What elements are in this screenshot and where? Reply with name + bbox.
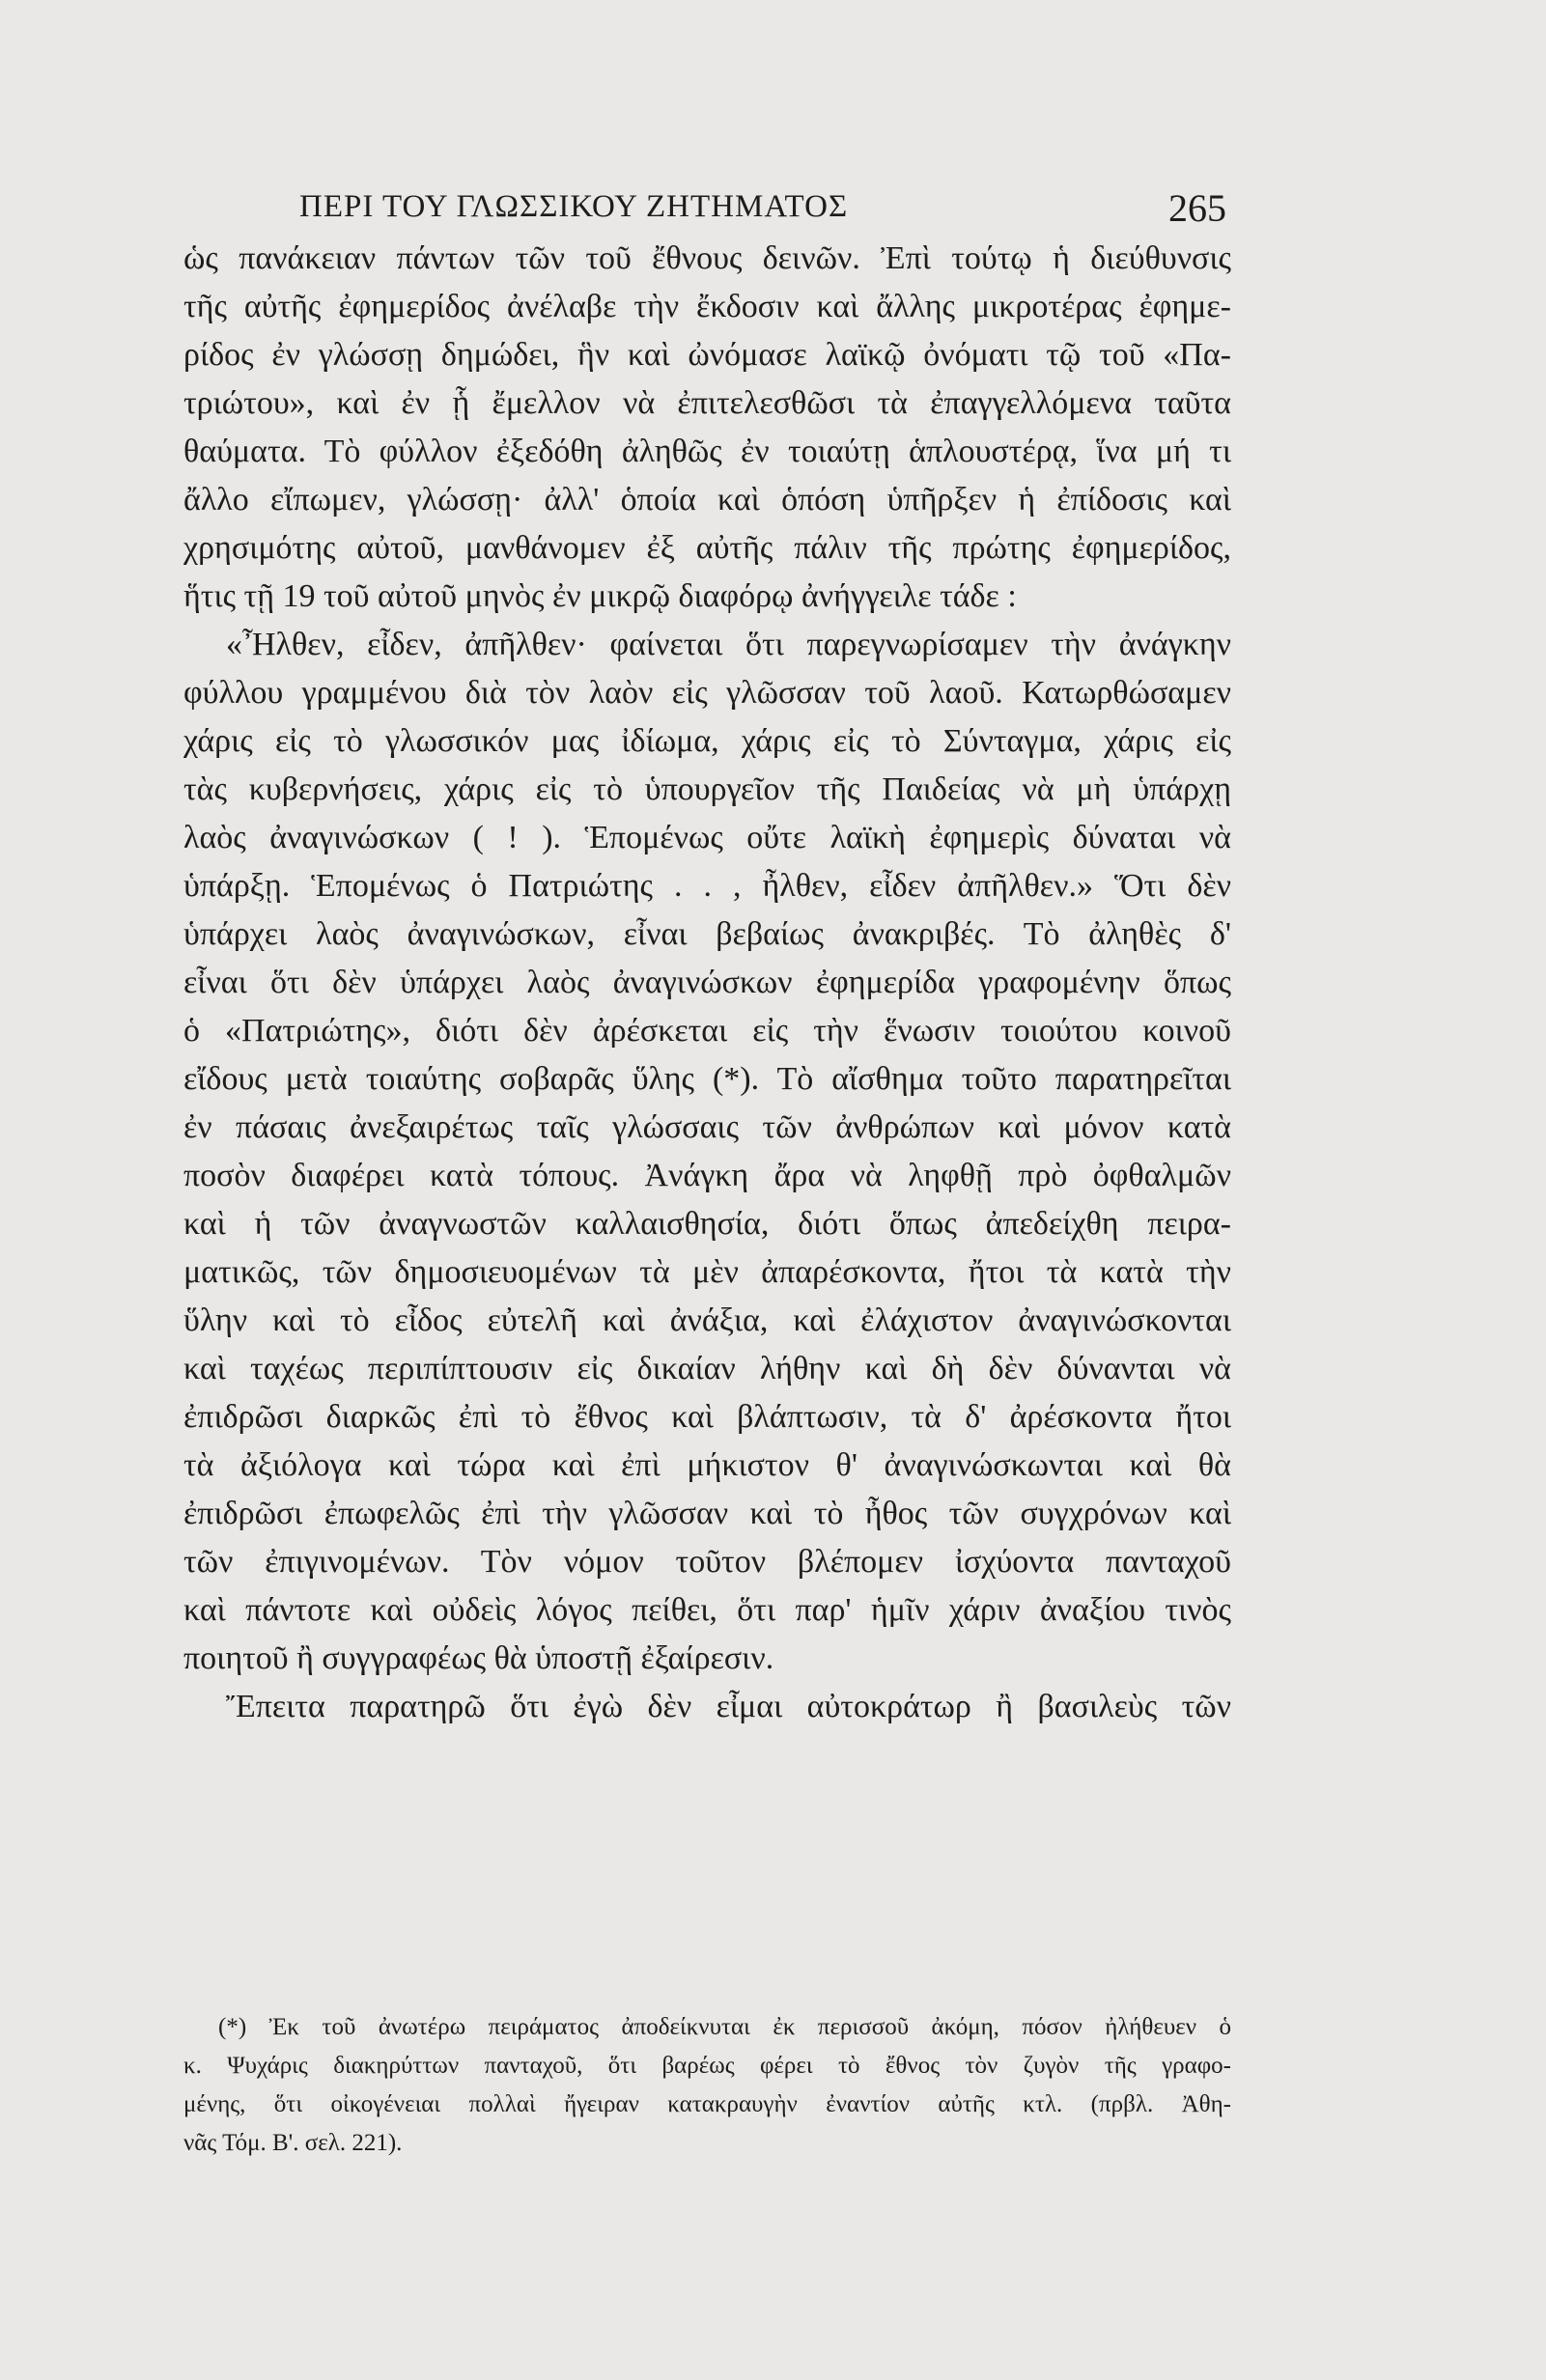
text-line: θαύματα. Τὸ φύλλον ἐξεδόθη ἀληθῶς ἐν τοιαύτῃ ἁπλουστέρᾳ, ἵνα μή τι <box>183 434 1231 469</box>
footnote-line: μένης, ὅτι οἰκογένειαι πολλαὶ ἤγειραν κατακραυγὴν ἐναντίον αὐτῆς κτλ. (πρβλ. Ἀθη- <box>183 2091 1231 2117</box>
text-line: τῆς αὐτῆς ἐφημερίδος ἀνέλαβε τὴν ἔκδοσιν καὶ ἄλλης μικροτέρας ἐφημε- <box>183 289 1231 324</box>
quote-line: ὑπάρξῃ. Ἑπομένως ὁ Πατριώτης . . , ἦλθεν, εἶδεν ἀπῆλθεν.» Ὅτι δὲν <box>183 868 1231 904</box>
text-line: τὰ ἀξιόλογα καὶ τώρα καὶ ἐπὶ μήκιστον θ' ἀναγινώσκωνται καὶ θὰ <box>183 1447 1231 1483</box>
footnotes <box>183 2008 1231 2163</box>
footnote-line: κ. Ψυχάρις διακηρύττων πανταχοῦ, ὅτι βαρέως φέρει τὸ ἔθνος τὸν ζυγὸν τῆς γραφο- <box>183 2053 1231 2079</box>
quote-line: φύλλου γραμμένου διὰ τὸν λαὸν εἰς γλῶσσαν τοῦ λαοῦ. Κατωρθώσαμεν <box>183 675 1231 711</box>
text-line: εἶναι ὅτι δὲν ὑπάρχει λαὸς ἀναγινώσκων ἐφημερίδα γραφομένην ὅπως <box>183 965 1231 1000</box>
text-line: ρίδος ἐν γλώσσῃ δημώδει, ἣν καὶ ὠνόμασε λαϊκῷ ὀνόματι τῷ τοῦ «Πα- <box>183 337 1231 373</box>
quote-line: «Ἦλθεν, εἶδεν, ἀπῆλθεν· φαίνεται ὅτι παρεγνωρίσαμεν τὴν ἀνάγκην <box>226 627 1231 662</box>
text-line: ἥτις τῇ 19 τοῦ αὐτοῦ μηνὸς ἐν μικρῷ διαφόρῳ ἀνήγγειλε τάδε : <box>183 578 1017 614</box>
text-line: ἐπιδρῶσι διαρκῶς ἐπὶ τὸ ἔθνος καὶ βλάπτωσιν, τὰ δ' ἀρέσκοντα ἤτοι <box>183 1399 1231 1435</box>
text-line: ποιητοῦ ἢ συγγραφέως θὰ ὑποστῇ ἐξαίρεσιν. <box>183 1640 774 1676</box>
text-line: ματικῶς, τῶν δημοσιευομένων τὰ μὲν ἀπαρέσκοντα, ἤτοι τὰ κατὰ τὴν <box>183 1254 1231 1290</box>
text-line: ὑπάρχει λαὸς ἀναγινώσκων, εἶναι βεβαίως ἀνακριβές. Τὸ ἀληθὲς δ' <box>183 916 1231 952</box>
text-line: ὡς πανάκειαν πάντων τῶν τοῦ ἔθνους δεινῶν. Ἐπὶ τούτῳ ἡ διεύθυνσις <box>183 240 1231 276</box>
text-line: ἄλλο εἴπωμεν, γλώσσῃ· ἀλλ' ὁποία καὶ ὁπόση ὑπῆρξεν ἡ ἐπίδοσις καὶ <box>183 482 1231 518</box>
quote-line: τὰς κυβερνήσεις, χάρις εἰς τὸ ὑπουργεῖον τῆς Παιδείας νὰ μὴ ὑπάρχῃ <box>183 771 1231 807</box>
page-number: 265 <box>1168 186 1226 230</box>
text-line: εἴδους μετὰ τοιαύτης σοβαρᾶς ὕλης (*). Τὸ αἴσθημα τοῦτο παρατηρεῖται <box>183 1061 1231 1097</box>
text-line: ποσὸν διαφέρει κατὰ τόπους. Ἀνάγκη ἄρα νὰ ληφθῇ πρὸ ὀφθαλμῶν <box>183 1158 1231 1193</box>
text-line: Ἔπειτα παρατηρῶ ὅτι ἐγὼ δὲν εἶμαι αὐτοκράτωρ ἢ βασιλεὺς τῶν <box>226 1689 1231 1724</box>
text-line: καὶ ἡ τῶν ἀναγνωστῶν καλλαισθησία, διότι ὅπως ἀπεδείχθη πειρα- <box>183 1206 1231 1242</box>
quote-line: χάρις εἰς τὸ γλωσσικόν μας ἰδίωμα, χάρις εἰς τὸ Σύνταγμα, χάρις εἰς <box>183 723 1231 759</box>
footnote-line: (*) Ἐκ τοῦ ἀνωτέρω πειράματος ἀποδείκνυται ἐκ περισσοῦ ἀκόμη, πόσον ἠλήθευεν ὁ <box>218 2014 1231 2040</box>
text-line: τῶν ἐπιγινομένων. Τὸν νόμον τοῦτον βλέπομεν ἰσχύοντα πανταχοῦ <box>183 1544 1231 1580</box>
text-line: ὁ «Πατριώτης», διότι δὲν ἀρέσκεται εἰς τὴν ἕνωσιν τοιούτου κοινοῦ <box>183 1013 1231 1049</box>
running-head <box>0 186 1546 238</box>
text-line: τριώτου», καὶ ἐν ᾗ ἔμελλον νὰ ἐπιτελεσθῶσι τὰ ἐπαγγελλόμενα ταῦτα <box>183 385 1231 421</box>
text-line: χρησιμότης αὐτοῦ, μανθάνομεν ἐξ αὐτῆς πάλιν τῆς πρώτης ἐφημερίδος, <box>183 530 1231 566</box>
running-title: ΠΕΡΙ ΤΟΥ ΓΛΩΣΣΙΚΟΥ ΖΗΤΗΜΑΤΟΣ <box>299 189 849 224</box>
footnote-line: νᾶς Τόμ. Β'. σελ. 221). <box>183 2130 403 2156</box>
text-line: καὶ ταχέως περιπίπτουσιν εἰς δικαίαν λήθην καὶ δὴ δὲν δύνανται νὰ <box>183 1351 1231 1386</box>
text-line: ἐν πάσαις ἀνεξαιρέτως ταῖς γλώσσαις τῶν ἀνθρώπων καὶ μόνον κατὰ <box>183 1109 1231 1145</box>
text-line: ἐπιδρῶσι ἐπωφελῶς ἐπὶ τὴν γλῶσσαν καὶ τὸ ἦθος τῶν συγχρόνων καὶ <box>183 1496 1231 1531</box>
body-text <box>183 235 1231 1731</box>
text-line: ὕλην καὶ τὸ εἶδος εὐτελῆ καὶ ἀνάξια, καὶ ἐλάχιστον ἀναγινώσκονται <box>183 1302 1231 1338</box>
text-line: καὶ πάντοτε καὶ οὐδεὶς λόγος πείθει, ὅτι παρ' ἡμῖν χάριν ἀναξίου τινὸς <box>183 1592 1231 1628</box>
quote-line: λαὸς ἀναγινώσκων ( ! ). Ἑπομένως οὔτε λαϊκὴ ἐφημερὶς δύναται νὰ <box>183 820 1231 855</box>
